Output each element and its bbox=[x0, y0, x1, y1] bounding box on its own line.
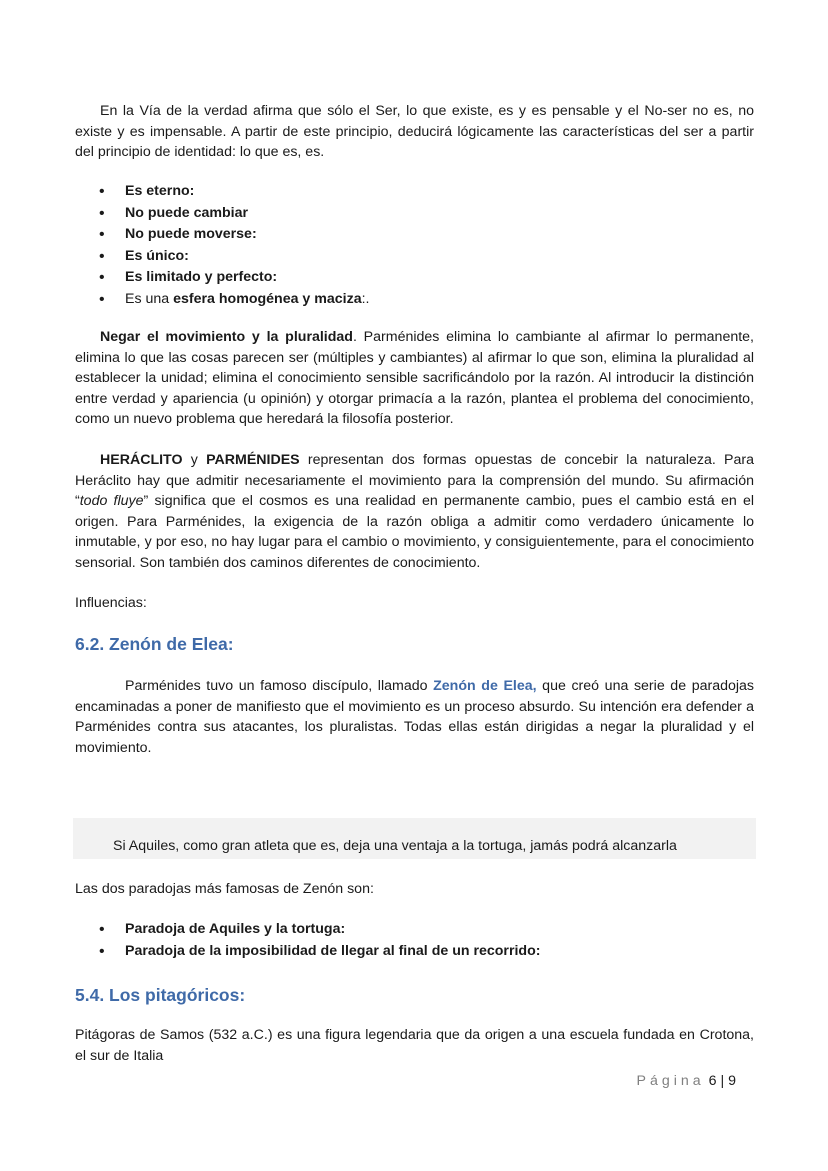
footer-page-label: Página bbox=[636, 1073, 705, 1089]
list-item: • Es único: bbox=[75, 246, 754, 268]
heading-pitagoricos: 5.4. Los pitagóricos: bbox=[75, 985, 246, 1005]
paragraph-zenon: Parménides tuvo un famoso discípulo, llamado Zenón de Elea, que creó una serie de paradojas encaminadas a poner de manifiesto que el movimiento es un proceso absurdo. Su intención era defender a Parménides contra sus atacantes, los pluralistas. Todas ellas están dirigidas a negar la pluralidad y el movimiento. bbox=[75, 678, 755, 756]
list-item: • No puede moverse: bbox=[75, 224, 754, 246]
bullet-list-paradojas bbox=[75, 919, 754, 962]
paragraph-heraclito-parmenides: HERÁCLITO y PARMÉNIDES representan dos formas opuestas de concebir la naturaleza. Para Heráclito hay que admitir necesariamente el movimiento para la comprensión del mundo. Su afirmación “todo fluye” significa que el cosmos es una realidad en permanente cambio, pues el cambio está en el origen. Para Parménides, la exigencia de la razón obliga a admitir como verdadero únicamente lo inmutable, y por eso, no hay lugar para el cambio o movimiento, y consiguientemente, para el conocimiento sensorial. Son también dos caminos diferentes de conocimiento. bbox=[75, 452, 754, 571]
quote-text: Si Aquiles, como gran atleta que es, deja una ventaja a la tortuga, jamás podrá alcanzarla bbox=[113, 838, 677, 855]
list-item: • No puede cambiar bbox=[75, 203, 754, 225]
quote-box bbox=[73, 818, 756, 859]
list-item: • Es una esfera homogénea y maciza:. bbox=[75, 289, 754, 311]
paragraph-negar-movimiento: Negar el movimiento y la pluralidad. Parménides elimina lo cambiante al afirmar lo permanente, elimina lo que las cosas parecen ser (múltiples y cambiantes) al afirmar lo que son, elimina la pluralidad al establecer la unidad; elimina el conocimiento sensible sacrificándolo por la razón. Al introducir la distinción entre verdad y apariencia (u opinión) y otorgar primacía a la razón, plantea el problema del conocimiento, como un nuevo problema que heredará la filosofía posterior. bbox=[75, 329, 754, 428]
bullet-list-ser bbox=[75, 181, 754, 311]
heading-zenon-de-elea: 6.2. Zenón de Elea: bbox=[75, 634, 234, 654]
paragraph-paradojas-intro: Las dos paradojas más famosas de Zenón son: bbox=[75, 881, 374, 897]
page-footer bbox=[637, 1073, 737, 1089]
influencias-label: Influencias: bbox=[75, 595, 147, 611]
list-item: • Es limitado y perfecto: bbox=[75, 267, 754, 289]
paragraph-via-verdad: En la Vía de la verdad afirma que sólo el Ser, lo que existe, es y es pensable y el No-ser no es, no existe y es impensable. A partir de este principio, deducirá lógicamente las características del ser a partir del principio de identidad: lo que es, es. bbox=[75, 103, 754, 161]
list-item: • Paradoja de la imposibilidad de llegar al final de un recorrido: bbox=[75, 941, 754, 963]
list-item: • Paradoja de Aquiles y la tortuga: bbox=[75, 919, 754, 941]
footer-page-number: 6 | 9 bbox=[708, 1073, 736, 1089]
paragraph-pitagoras: Pitágoras de Samos (532 a.C.) es una figura legendaria que da origen a una escuela fundada en Crotona, el sur de Italia bbox=[75, 1027, 754, 1064]
list-item: • Es eterno: bbox=[75, 181, 754, 203]
